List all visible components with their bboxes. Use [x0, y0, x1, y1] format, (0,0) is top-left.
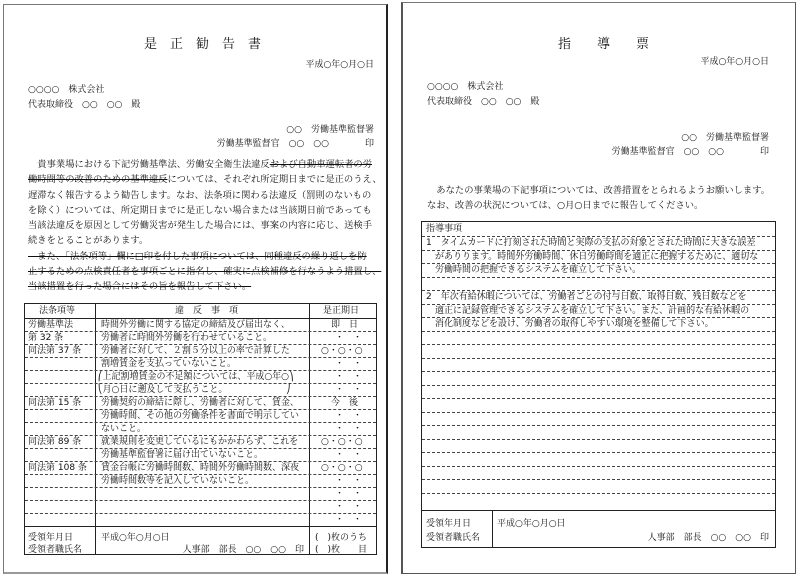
guidance-line: 1 タイムカードに打刻された時間と実際の支払の対象とされた時間に大きな誤差 — [426, 238, 756, 248]
guidance-slip-document — [401, 2, 796, 574]
guidance-table: 指導事項 1 タイムカードに打刻された時間と実際の支払の対象とされた時間に大きな誤差 がありります。時間外労働時間、休日労働時間を適正に把握するために、適切な 労働時間の把握できるシステムを確立して下さい。 2 年次有給休暇については、労働者ごとの付与日数、取得日数、残日数などを 適正に記録管理できるシステムを確立して下さい。また、計画的な有給休暇の 消化制度などを設け、労働者の取得しやすい環境を整備して下さい。 受領年月日 受領者職氏名 平成○年○月○日 人事部 部長 ○○ ○○ 印 — [421, 221, 776, 548]
guidance-line: 労働時間の把握できるシステムを確立して下さい。 — [426, 265, 642, 275]
addressee-company: ○○○○ 株式会社 — [427, 82, 504, 92]
header-law: 法条項等 — [39, 306, 76, 316]
header-violation: 違 反 事 項 — [175, 306, 239, 316]
document-date: 平成○年○月○日 — [700, 57, 769, 67]
guidance-header: 指導事項 — [426, 224, 463, 234]
correction-recommendation-document — [3, 4, 388, 574]
labor-office: ○○ 労働基準監督署 — [286, 125, 374, 135]
labor-office: ○○ 労働基準監督署 — [681, 133, 769, 143]
guidance-body: あなたの事業場の下記事項については、改善措置をとられるようお願いします。 なお、改善の状況については、○月○日までに報告してください。 — [427, 185, 771, 212]
inspector-signature: 労働基準監督官 ○○ ○○ 印 — [611, 147, 769, 157]
guidance-line: がありります。時間外労働時間、休日労働時間を適正に把握するために、適切な — [426, 251, 759, 262]
recommendation-body: 貴事業場における下記労働基準法、労働安全衛生法違反および自動車運転者の労 働時間等の改善のための基準違反については、それぞれ所定期日までに是正のうえ、 遅滞なく報告するよう勧告します。なお、法条項に関わる法違反（罰則のないもの を除く）については、所定期日までに是正しない場合または当該期日前であっても 当該法違反を原因として労働災害が発生した場合には、事案の内容に応じ、送検手 続きをとることがあります。 また、「法条項等」欄に□印を付した事項については、同種違反の繰り返しを防 止するための点検責任者を事項ごとに指名し、確実に点検補修を行なうよう措置し、 当該措置を行った場合にはその旨を報告して下さい。 — [28, 159, 382, 293]
guidance-line: 2 年次有給休暇については、労働者ごとの付与日数、取得日数、残日数などを — [426, 292, 747, 302]
addressee-person: 代表取締役 ○○ ○○ 殿 — [28, 100, 141, 110]
header-deadline: 是正期日 — [323, 306, 360, 316]
document-title: 是 正 勧 告 書 — [144, 37, 262, 52]
violation-table: 法条項等 違 反 事 項 是正期日 労働基準法 時間外労働に関する協定の締結及び届出なく、 即 日 第 32 条 労働者に時間外労働を行わせていること。 ・ ・ 同法第 37 条 労働者に対して、２割５分以上の率で計算した ○・○・○ 割増賃金を支払っていないこと。 ・ ・ ⎛上記割増賃金の不足額については、平成○年○⎞ ・ ・ ⎝月○日に遡及して支払うこと。 ⎠ ・ ・ 同法第 15 条 労働契約の締結に際し、労働者に対して、賃金、 今 後 労働時間、その他の労働条件を書面で明示してい ・ ・ ないこと。 ・ ・ 同法第 89 条 就業規則を変更しているにもかかわらず、これを ○・○・○ 労働基準監督署に届け出ていないこと。 ・ ・ 同法第 108 条 賃金台帳に労働時間数、時間外労働時間数、深夜 ○・○・○ 労働時間数等を記入していないこと。 ・ ・ ・ ・ ・ ・ ・ ・ 受領年月日 受領者職氏名 平成○年○月○日 人事部 部長 ○○ ○○ 印 ( )枚のうち ( )枚 目 — [24, 303, 377, 555]
guidance-line: 消化制度などを設け、労働者の取得しやすい環境を整備して下さい。 — [426, 319, 714, 329]
guidance-line: 適正に記録管理できるシステムを確立して下さい。また、計画的な有給休暇の — [426, 305, 750, 316]
addressee-person: 代表取締役 ○○ ○○ 殿 — [427, 97, 540, 107]
inspector-signature: 労働基準監督官 ○○ ○○ 印 — [216, 139, 374, 149]
document-date: 平成○年○月○日 — [305, 60, 374, 70]
addressee-company: ○○○○ 株式会社 — [28, 85, 105, 95]
document-title: 指 導 票 — [558, 37, 650, 52]
